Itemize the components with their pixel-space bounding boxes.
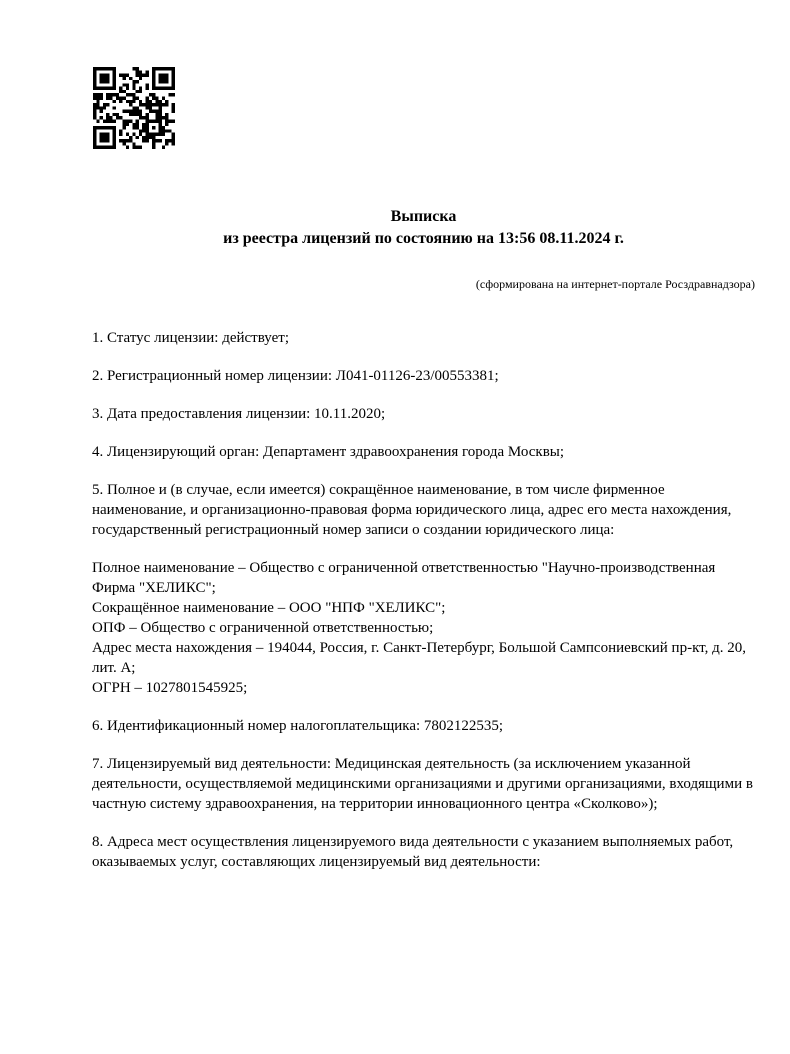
field-activity-type: 7. Лицензируемый вид деятельности: Медицинская деятельность (за исключением указанной деятельности, осуществляемой медицинскими организациями и другими организациями, входящими в частную систему здравоохранения, на территории инновационного центра «Сколково»);: [92, 756, 753, 812]
title-line-2: из реестра лицензий по состоянию на 13:56 08.11.2024 г.: [223, 230, 624, 247]
company-details: [92, 558, 755, 698]
generated-note: (сформирована на интернет-портале Росздравнадзора): [475, 277, 755, 291]
field-activity-addresses: 8. Адреса мест осуществления лицензируемого вида деятельности с указанием выполняемых работ, оказываемых услуг, составляющих лицензируемый вид деятельности:: [92, 834, 734, 870]
document-title: [92, 206, 755, 250]
field-grant-date: 3. Дата предоставления лицензии: 10.11.2020;: [92, 406, 386, 422]
field-registration-number: 2. Регистрационный номер лицензии: Л041-01126-23/00553381;: [92, 368, 499, 384]
field-names-intro: 5. Полное и (в случае, если имеется) сокращённое наименование, в том числе фирменное наименование, и организационно-правовая форма юридического лица, адрес его места нахождения, государственный регистрационный номер записи о создании юридического лица:: [92, 482, 732, 538]
company-short-name: Сокращённое наименование – ООО "НПФ "ХЕЛИКС";: [92, 600, 446, 616]
company-full-name: Полное наименование – Общество с ограниченной ответственностью "Научно-производственная Фирма "ХЕЛИКС";: [92, 560, 716, 596]
field-license-status: 1. Статус лицензии: действует;: [92, 330, 289, 346]
company-address: Адрес места нахождения – 194044, Россия, г. Санкт-Петербург, Большой Сампсониевский пр-кт, д. 20, лит. А;: [92, 640, 746, 676]
company-ogrn: ОГРН – 1027801545925;: [92, 680, 248, 696]
document-content: [92, 0, 755, 872]
field-inn: 6. Идентификационный номер налогоплательщика: 7802122535;: [92, 718, 504, 734]
title-line-1: Выписка: [390, 208, 457, 225]
company-opf: ОПФ – Общество с ограниченной ответственностью;: [92, 620, 434, 636]
field-licensing-authority: 4. Лицензирующий орган: Департамент здравоохранения города Москвы;: [92, 444, 565, 460]
